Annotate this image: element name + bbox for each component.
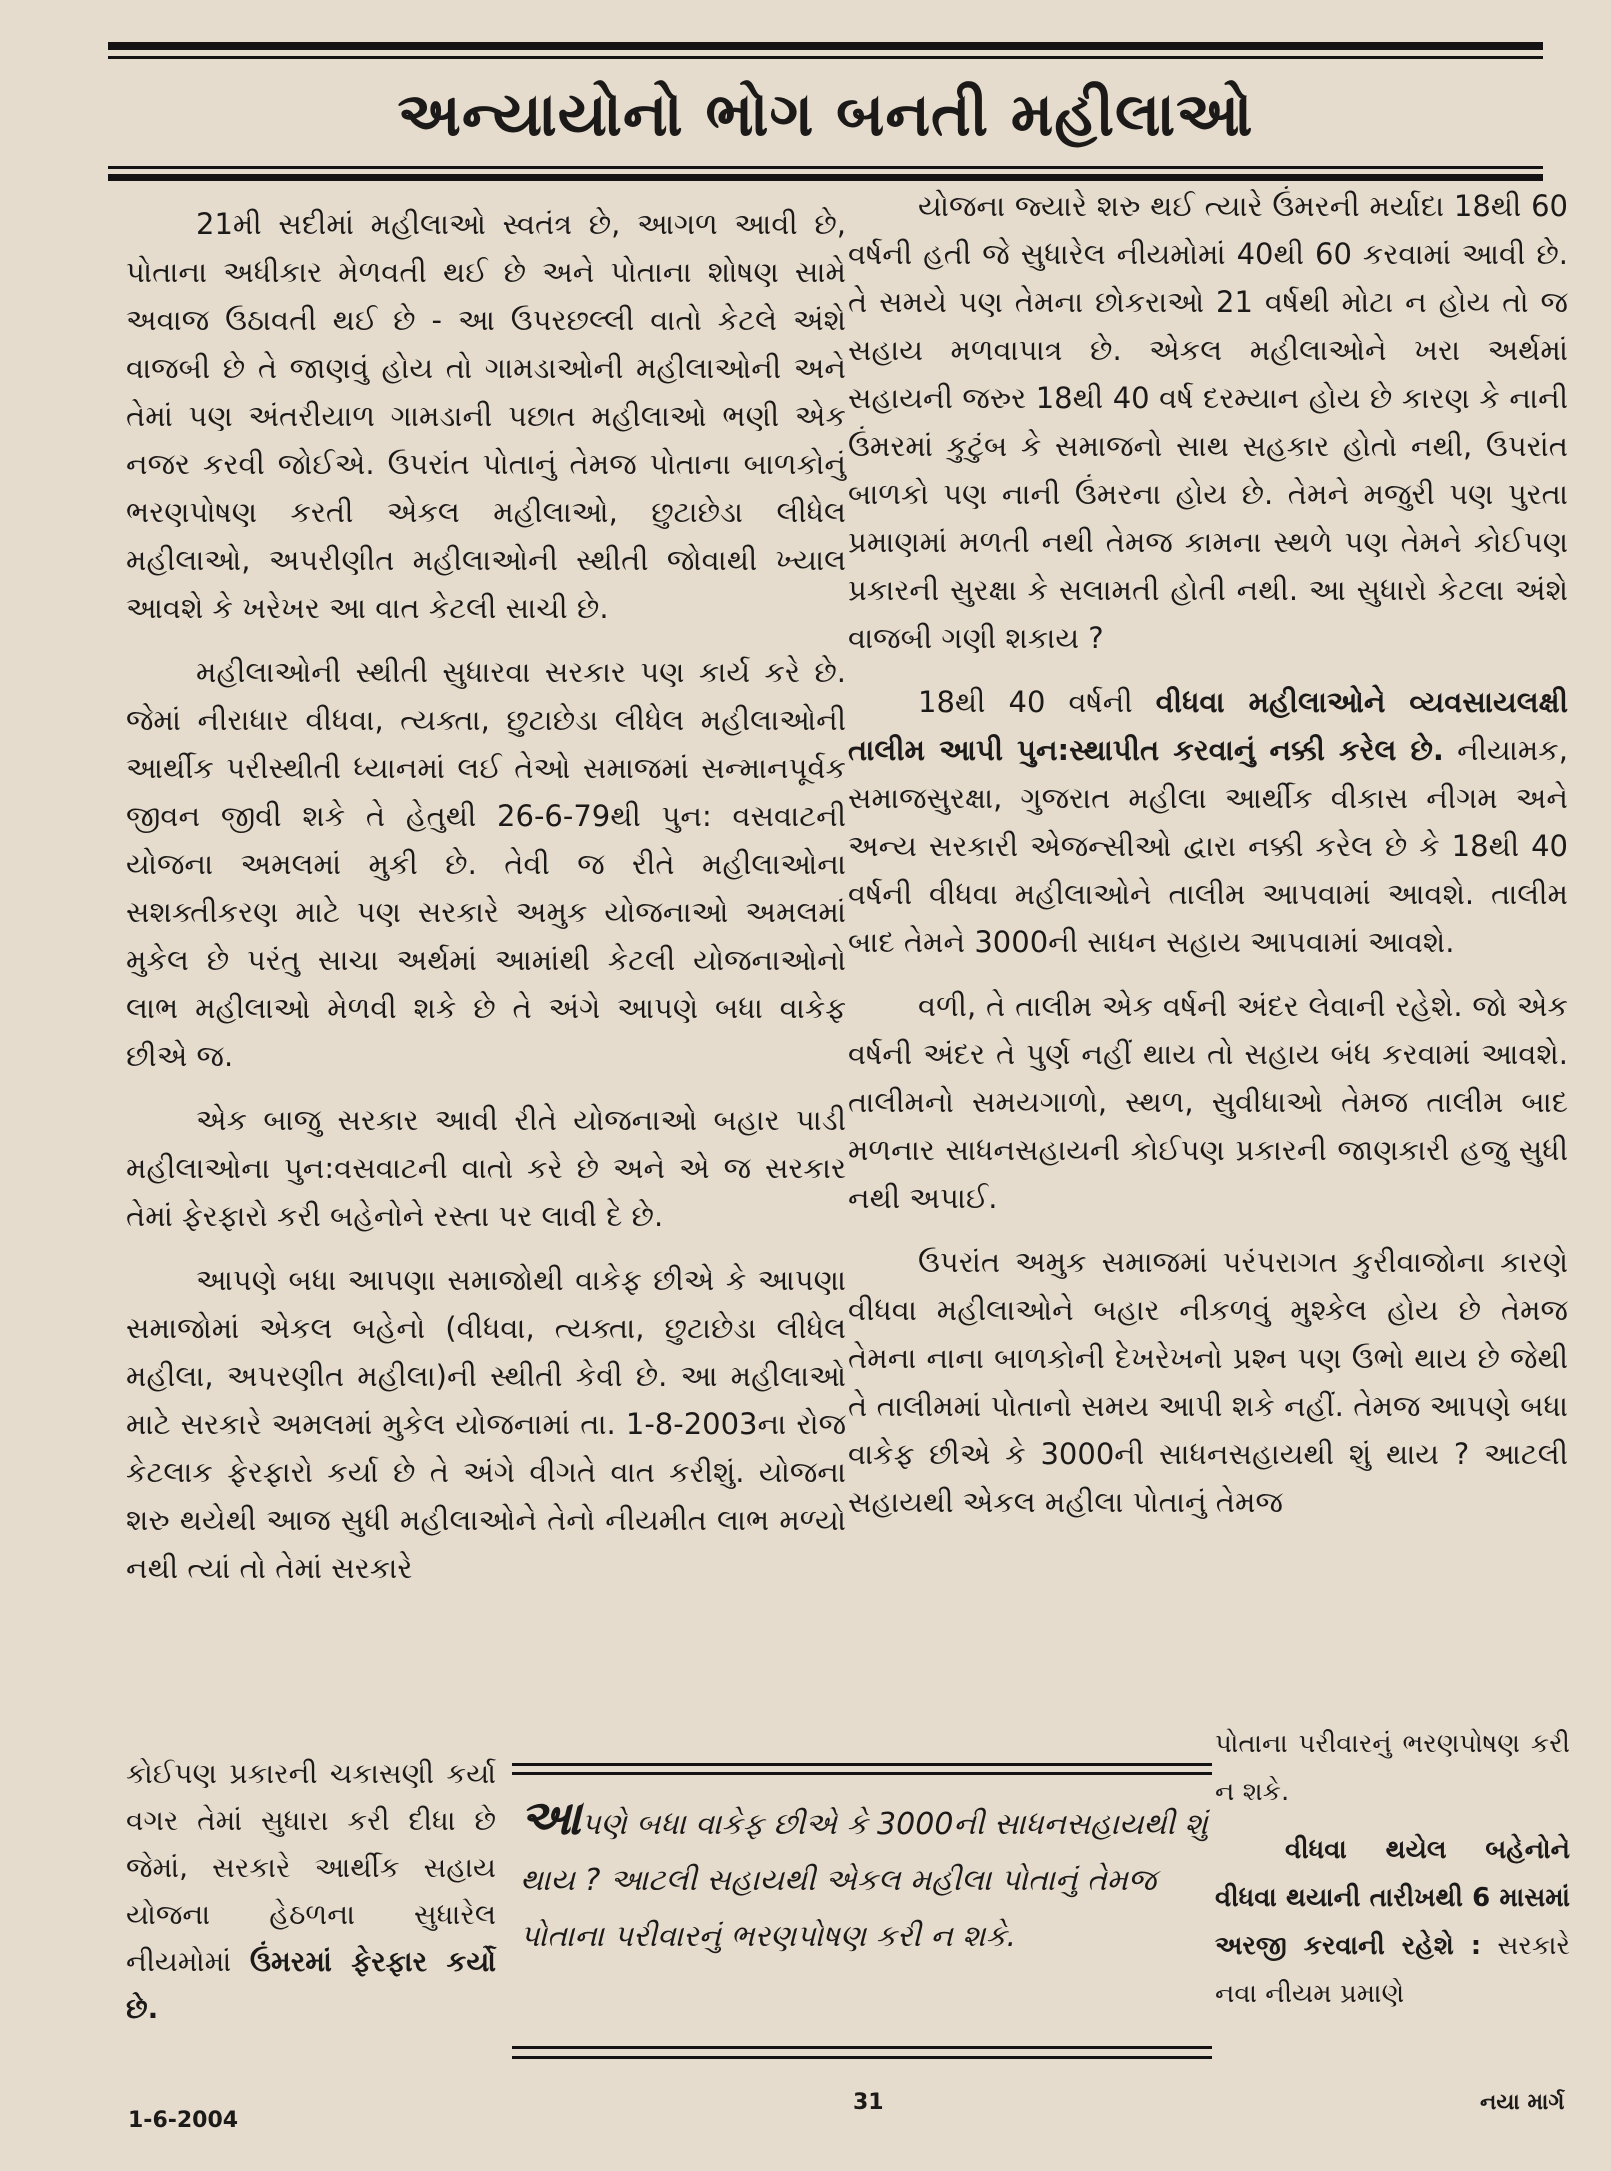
pullquote-rule	[512, 1763, 1212, 1766]
header-rule-thin	[108, 56, 1543, 59]
continued-bold: ઉંમરમાં ફેરફાર કર્યો છે.	[126, 1945, 496, 2025]
p2-bold: વીધવા મહીલાઓને વ્યવસાયલક્ષી તાલીમ આપી પુન:સ્થાપીત કરવાનું નક્કી કરેલ છે.	[848, 685, 1568, 767]
page-number: 31	[853, 2090, 884, 2115]
paragraph: આપણે બધા આપણા સમાજોથી વાકેફ છીએ કે આપણા સમાજોમાં એકલ બહેનો (વીધવા, ત્યક્તા, છુટાછેડા લીધેલ મહીલા, અપરણીત મહીલા)ની સ્થીતી કેવી છે. આ મહીલાઓ માટે સરકારે અમલમાં મુકેલ યોજનામાં તા. 1-8-2003ના રોજ કેટલાક ફેરફારો કર્યા છે તે અંગે વીગતે વાત કરીશું. યોજના શરુ થયેથી આજ સુધી મહીલાઓને તેનો નીયમીત લાભ મળ્યો નથી ત્યાં તો તેમાં સરકારે	[126, 1263, 846, 1585]
right-column-continued	[1215, 1720, 1570, 2028]
paragraph: 21મી સદીમાં મહીલાઓ સ્વતંત્ર છે, આગળ આવી છે, પોતાના અધીકાર મેળવતી થઈ છે અને પોતાના શોષણ સામે અવાજ ઉઠાવતી થઈ છે - આ ઉપરછલ્લી વાતો કેટલે અંશે વાજબી છે તે જાણવું હોય તો ગામડાઓની મહીલાઓની અને તેમાં પણ અંતરીયાળ ગામડાની પછાત મહીલાઓ ભણી એક નજર કરવી જોઈએ. ઉપરાંત પોતાનું તેમજ પોતાના બાળકોનું ભરણપોષણ કરતી એકલ મહીલાઓ, છુટાછેડા લીધેલ મહીલાઓ, અપરીણીત મહીલાઓની સ્થીતી જોવાથી ખ્યાલ આવશે કે ખરેખર આ વાત કેટલી સાચી છે.	[126, 207, 846, 625]
title-rule-thick	[108, 174, 1543, 181]
paragraph	[848, 678, 1568, 966]
p5-rest: સરકારે નવા નીયમ પ્રમાણે	[1215, 1931, 1570, 2009]
pullquote-rule	[512, 2046, 1212, 2049]
paragraph: ઉપરાંત અમુક સમાજમાં પરંપરાગત કુરીવાજોના કારણે વીધવા મહીલાઓને બહાર નીકળવું મુશ્કેલ હોય છે તેમજ તેમના નાના બાળકોની દેખરેખનો પ્રશ્ન પણ ઉભો થાય છે જેથી તે તાલીમમાં પોતાનો સમય આપી શકે નહીં. તેમજ આપણે બધા વાકેફ છીએ કે 3000ની સાધનસહાયથી શું થાય ? આટલી સહાયથી એકલ મહીલા પોતાનું તેમજ	[848, 1245, 1568, 1519]
pullquote-initial: આ	[520, 1790, 582, 1846]
p2-rest: નીયામક, સમાજસુરક્ષા, ગુજરાત મહીલા આર્થીક વીકાસ નીગમ અને અન્ય સરકારી એજન્સીઓ દ્વારા નક્કી કરેલ છે કે 18થી 40 વર્ષની વીધવા મહીલાઓને તાલીમ આપવામાં આવશે. તાલીમ બાદ તેમને 3000ની સાધન સહાય આપવામાં આવશે.	[848, 733, 1568, 959]
pullquote-rule	[512, 2056, 1212, 2059]
pullquote-text: પણે બધા વાકેફ છીએ કે 3000ની સાધનસહાયથી શું થાય ? આટલી સહાયથી એકલ મહીલા પોતાનું તેમજ પોતાના પરીવારનું ભરણપોષણ કરી ન શકે.	[520, 1807, 1208, 1954]
title-rule-thin	[108, 166, 1543, 169]
article-title: અન્યાયોનો ભોગ બનતી મહીલાઓ	[397, 80, 1254, 150]
p5-bold: વીધવા થયેલ બહેનોને વીધવા થયાની તારીખથી 6 માસમાં અરજી કરવાની રહેશે :	[1215, 1835, 1570, 1961]
paragraph: વળી, તે તાલીમ એક વર્ષની અંદર લેવાની રહેશે. જો એક વર્ષની અંદર તે પુર્ણ નહીં થાય તો સહાય બંધ કરવામાં આવશે. તાલીમનો સમયગાળો, સ્થળ, સુવીધાઓ તેમજ તાલીમ બાદ મળનાર સાધનસહાયની કોઈપણ પ્રકારની જાણકારી હજુ સુધી નથી અપાઈ.	[848, 989, 1568, 1215]
issue-date: 1-6-2004	[128, 2108, 239, 2133]
paragraph	[1215, 1826, 1570, 2018]
paragraph-continued: પોતાના પરીવારનું ભરણપોષણ કરી ન શકે.	[1215, 1729, 1570, 1807]
continued-text: કોઈપણ પ્રકારની ચકાસણી કર્યા વગર તેમાં સુધારા કરી દીધા છે જેમાં, સરકારે આર્થીક સહાય યોજના હેઠળના સુધારેલ નીયમોમાં	[126, 1757, 496, 1978]
right-column	[848, 182, 1568, 1542]
paragraph: યોજના જ્યારે શરુ થઈ ત્યારે ઉંમરની મર્યાદા 18થી 60 વર્ષની હતી જે સુધારેલ નીયમોમાં 40થી 60 કરવામાં આવી છે. તે સમયે પણ તેમના છોકરાઓ 21 વર્ષથી મોટા ન હોય તો જ સહાય મળવાપાત્ર છે. એકલ મહીલાઓને ખરા અર્થમાં સહાયની જરુર 18થી 40 વર્ષ દરમ્યાન હોય છે કારણ કે નાની ઉંમરમાં કુટુંબ કે સમાજનો સાથ સહકાર હોતો નથી, ઉપરાંત બાળકો પણ નાની ઉંમરના હોય છે. તેમને મજુરી પણ પુરતા પ્રમાણમાં મળતી નથી તેમજ કામના સ્થળે પણ તેમને કોઈપણ પ્રકારની સુરક્ષા કે સલામતી હોતી નથી. આ સુધારો કેટલા અંશે વાજબી ગણી શકાય ?	[848, 189, 1568, 655]
header-rule-thick	[108, 42, 1543, 50]
paragraph: એક બાજુ સરકાર આવી રીતે યોજનાઓ બહાર પાડી મહીલાઓના પુન:વસવાટની વાતો કરે છે અને એ જ સરકાર તેમાં ફેરફારો કરી બહેનોને રસ્તા પર લાવી દે છે.	[126, 1103, 846, 1233]
publication-name: નયા માર્ગ	[1480, 2090, 1565, 2115]
left-column-continued	[126, 1750, 496, 2048]
paragraph-continued	[126, 1750, 496, 2032]
paragraph: મહીલાઓની સ્થીતી સુધારવા સરકાર પણ કાર્ય કરે છે. જેમાં નીરાધાર વીધવા, ત્યક્તા, છુટાછેડા લીધેલ મહીલાઓની આર્થીક પરીસ્થીતી ધ્યાનમાં લઈ તેઓ સમાજમાં સન્માનપૂર્વક જીવન જીવી શકે તે હેતુથી 26-6-79થી પુન: વસવાટની યોજના અમલમાં મુકી છે. તેવી જ રીતે મહીલાઓના સશક્તીકરણ માટે પણ સરકારે અમુક યોજનાઓ અમલમાં મુકેલ છે પરંતુ સાચા અર્થમાં આમાંથી કેટલી યોજનાઓનો લાભ મહીલાઓ મેળવી શકે છે તે અંગે આપણે બધા વાકેફ છીએ જ.	[126, 655, 846, 1073]
left-column	[126, 200, 846, 1608]
pullquote	[520, 1790, 1210, 1965]
pullquote-rule	[512, 1772, 1212, 1775]
p2-lead: 18થી 40 વર્ષની	[918, 685, 1133, 719]
